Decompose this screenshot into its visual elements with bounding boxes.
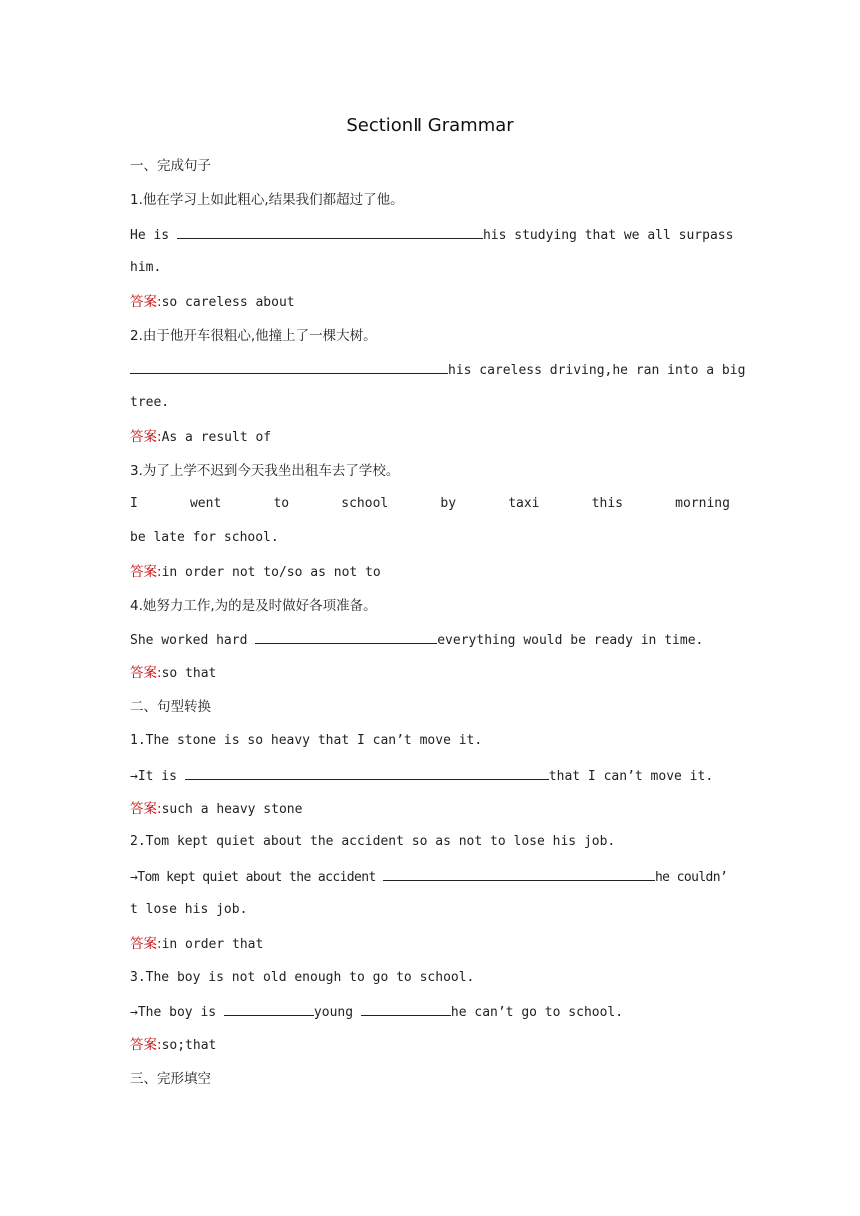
- q3-answer: [130, 562, 730, 583]
- q3-answer-text: in order not to/so as not to: [161, 565, 381, 580]
- t2-pre: →Tom kept quiet about the accident: [130, 870, 376, 885]
- q4-post: everything would be ready in time.: [437, 633, 704, 648]
- t1-answer: [130, 799, 730, 820]
- t2-sentence: [130, 866, 730, 888]
- q3-continuation: be late for school.: [130, 530, 279, 545]
- q1-sentence: [130, 224, 734, 246]
- answer-label: 答案:: [130, 665, 162, 681]
- q1-continuation: him.: [130, 260, 162, 275]
- q4-blank[interactable]: [255, 629, 437, 644]
- q2-blank[interactable]: [130, 359, 448, 374]
- section-heading-1: 一、完成句子: [130, 158, 211, 174]
- t2-blank[interactable]: [383, 866, 655, 881]
- q3-word: I: [130, 496, 138, 511]
- t2-original: 2.Tom kept quiet about the accident so as not to lose his job.: [130, 834, 616, 849]
- q3-word: this: [591, 496, 623, 511]
- q2-continuation: tree.: [130, 395, 170, 410]
- t2-answer: [130, 934, 730, 955]
- q2-sentence: [130, 359, 746, 381]
- q3-prompt: 3.为了上学不迟到今天我坐出租车去了学校。: [130, 463, 400, 479]
- page-title: SectionⅡ Grammar: [346, 115, 514, 136]
- section-heading-3: 三、完形填空: [130, 1071, 211, 1087]
- section-heading-2: 二、句型转换: [130, 699, 211, 715]
- t3-original: 3.The boy is not old enough to go to school.: [130, 970, 475, 985]
- q2-answer-text: As a result of: [161, 430, 272, 445]
- answer-label: 答案:: [130, 801, 162, 817]
- q1-answer: [130, 292, 730, 313]
- q1-pre: He is: [130, 228, 170, 243]
- t2-post: he couldn’: [654, 870, 728, 885]
- t1-pre: →It is: [130, 769, 177, 784]
- answer-label: 答案:: [130, 936, 162, 952]
- answer-label: 答案:: [130, 294, 162, 310]
- q1-prompt: 1.他在学习上如此粗心,结果我们都超过了他。: [130, 192, 404, 208]
- t3-answer: [130, 1035, 730, 1056]
- q4-pre: She worked hard: [130, 633, 248, 648]
- q3-word: to: [273, 496, 290, 511]
- t3-pre: →The boy is: [130, 1005, 217, 1020]
- q4-prompt: 4.她努力工作,为的是及时做好各项准备。: [130, 598, 377, 614]
- answer-label: 答案:: [130, 429, 162, 445]
- t3-sentence: [130, 1001, 730, 1023]
- t1-blank[interactable]: [185, 765, 549, 780]
- q3-word: by: [440, 496, 457, 511]
- t2-answer-text: in order that: [161, 937, 264, 952]
- q4-sentence: [130, 629, 730, 651]
- t1-post: that I can’t move it.: [548, 769, 714, 784]
- t3-answer-text: so;that: [161, 1038, 217, 1053]
- q4-answer: [130, 663, 730, 684]
- q3-word: taxi: [508, 496, 540, 511]
- q4-answer-text: so that: [161, 666, 217, 681]
- q2-prompt: 2.由于他开车很粗心,他撞上了一棵大树。: [130, 328, 377, 344]
- t1-original: 1.The stone is so heavy that I can’t move it.: [130, 733, 483, 748]
- answer-label: 答案:: [130, 564, 162, 580]
- q2-post: his careless driving,he ran into a big: [448, 363, 746, 378]
- q1-blank[interactable]: [177, 224, 483, 239]
- t1-answer-text: such a heavy stone: [161, 802, 303, 817]
- q3-word: went: [189, 496, 222, 511]
- t1-sentence: [130, 765, 730, 787]
- t3-blank-2[interactable]: [361, 1001, 451, 1016]
- t3-blank-1[interactable]: [224, 1001, 314, 1016]
- answer-label: 答案:: [130, 1037, 162, 1053]
- t2-continuation: t lose his job.: [130, 902, 248, 917]
- q1-post: his studying that we all surpass: [482, 228, 734, 243]
- q1-answer-text: so careless about: [161, 295, 295, 310]
- q3-word: school: [341, 496, 389, 511]
- t3-mid: young: [313, 1005, 354, 1020]
- q2-answer: [130, 427, 730, 448]
- t3-post: he can’t go to school.: [450, 1005, 624, 1020]
- q3-sentence: [130, 494, 730, 514]
- q3-word: morning: [675, 496, 730, 511]
